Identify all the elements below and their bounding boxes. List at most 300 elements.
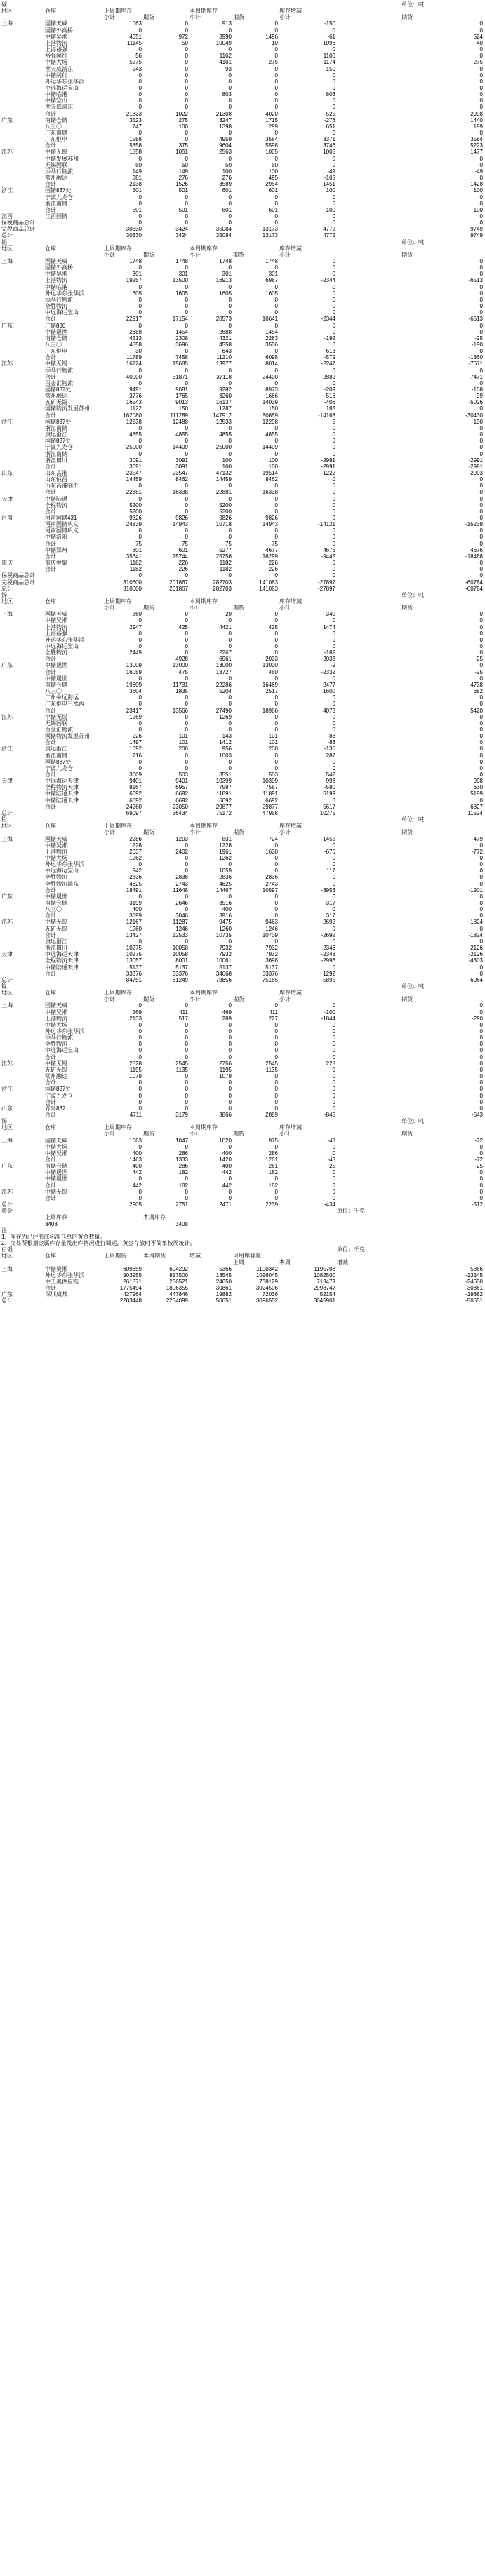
table-cell: 0 bbox=[332, 84, 335, 91]
table-cell: 本周期库存 bbox=[190, 1124, 218, 1131]
table-cell: 0 bbox=[479, 611, 483, 618]
table-cell: 100 bbox=[473, 187, 483, 194]
table-cell bbox=[104, 816, 142, 823]
table-cell bbox=[337, 887, 400, 893]
table-cell: 80859 bbox=[262, 412, 278, 419]
table-cell: 0 bbox=[274, 1105, 278, 1112]
table-cell: 19809 bbox=[126, 681, 142, 688]
table-cell: 合计 bbox=[45, 489, 56, 496]
table-cell: 0 bbox=[479, 964, 483, 971]
table-cell: 广东炬申 bbox=[45, 136, 67, 143]
table-cell bbox=[337, 527, 400, 534]
table-cell bbox=[337, 983, 400, 990]
table-cell: 1765 bbox=[175, 393, 188, 400]
table-cell: 0 bbox=[185, 194, 188, 201]
table-cell: 0 bbox=[138, 450, 142, 457]
table-cell: 0 bbox=[332, 1021, 335, 1028]
table-cell bbox=[45, 977, 102, 983]
table-cell bbox=[337, 1028, 400, 1034]
table-cell: 0 bbox=[479, 540, 483, 547]
table-cell bbox=[233, 1118, 278, 1124]
table-cell bbox=[45, 1201, 102, 1208]
table-cell bbox=[143, 1227, 188, 1234]
table-cell: 锌 bbox=[1, 591, 7, 598]
table-cell bbox=[1, 566, 44, 572]
table-cell: 381 bbox=[132, 175, 142, 182]
table-cell: 0 bbox=[479, 623, 483, 630]
table-cell: 20 bbox=[225, 611, 232, 618]
table-cell: 0 bbox=[274, 155, 278, 162]
table-cell bbox=[1, 1022, 44, 1028]
table-cell: 本周期库存 bbox=[190, 990, 218, 997]
table-row bbox=[0, 1182, 485, 1189]
table-cell: 400 bbox=[222, 1149, 232, 1156]
table-cell: 0 bbox=[185, 65, 188, 72]
table-cell: 中远海运宝山 bbox=[45, 84, 79, 91]
table-row bbox=[0, 624, 485, 630]
table-cell bbox=[1, 547, 44, 553]
table-cell: 0 bbox=[185, 155, 188, 162]
table-cell bbox=[1, 14, 44, 20]
table-cell: 0 bbox=[185, 53, 188, 60]
table-row bbox=[0, 1195, 485, 1201]
table-cell: 0 bbox=[479, 797, 483, 804]
table-cell: 0 bbox=[479, 1194, 483, 1201]
table-cell: 0 bbox=[185, 438, 188, 445]
table-row bbox=[0, 746, 485, 752]
table-cell: 0 bbox=[228, 450, 232, 457]
table-cell: 0 bbox=[332, 1169, 335, 1176]
table-cell bbox=[1, 412, 44, 419]
table-cell: 0 bbox=[479, 701, 483, 708]
table-cell: 合计 bbox=[45, 508, 56, 515]
table-cell: -2991 bbox=[468, 463, 483, 470]
table-cell bbox=[1, 451, 44, 457]
table-cell: 1748 bbox=[129, 258, 142, 264]
table-cell: -2126 bbox=[468, 951, 483, 958]
table-cell: 7932 bbox=[219, 951, 232, 958]
table-row bbox=[0, 220, 485, 226]
table-cell bbox=[1, 1073, 44, 1079]
table-row bbox=[0, 643, 485, 649]
table-cell: 增减 bbox=[337, 1259, 348, 1266]
table-cell: 锡 bbox=[1, 1118, 7, 1125]
table-cell bbox=[337, 810, 400, 816]
table-row bbox=[0, 617, 485, 623]
table-row bbox=[0, 181, 485, 187]
table-cell bbox=[1, 675, 44, 682]
table-cell bbox=[1, 617, 44, 623]
table-cell: -406 bbox=[324, 399, 335, 406]
table-cell: -340 bbox=[324, 611, 335, 618]
table-cell bbox=[337, 496, 400, 502]
table-row bbox=[0, 990, 485, 996]
table-cell: 0 bbox=[138, 495, 142, 502]
table-cell: 24650 bbox=[215, 1278, 232, 1285]
table-cell: 19514 bbox=[262, 469, 278, 476]
table-cell bbox=[1, 1221, 44, 1227]
table-cell: -150 bbox=[324, 20, 335, 27]
table-cell: 0 bbox=[185, 495, 188, 502]
table-cell: 0 bbox=[332, 842, 335, 849]
table-cell: 4558 bbox=[129, 341, 142, 348]
table-row bbox=[0, 508, 485, 515]
table-cell: 3604 bbox=[129, 688, 142, 695]
table-cell: 期货 bbox=[401, 251, 413, 258]
table-cell: 15685 bbox=[172, 360, 188, 367]
table-cell bbox=[401, 1259, 483, 1265]
table-cell: 0 bbox=[479, 1098, 483, 1105]
table-cell: 0 bbox=[332, 527, 335, 534]
table-cell: 碳 bbox=[1, 1, 7, 8]
table-cell bbox=[337, 662, 400, 668]
table-cell: 0 bbox=[332, 283, 335, 290]
table-cell bbox=[1, 906, 44, 912]
table-cell: 0 bbox=[185, 220, 188, 227]
table-cell bbox=[1, 162, 44, 168]
table-cell: 1333 bbox=[175, 1156, 188, 1163]
table-cell: 0 bbox=[479, 46, 483, 53]
table-cell: 226 bbox=[268, 566, 278, 573]
table-cell bbox=[1, 367, 44, 374]
table-cell: 0 bbox=[332, 560, 335, 567]
table-cell: 0 bbox=[185, 213, 188, 220]
table-cell: 1003 bbox=[219, 752, 232, 759]
table-row bbox=[0, 360, 485, 367]
table-cell: 总计 bbox=[1, 232, 13, 239]
table-cell: 0 bbox=[332, 501, 335, 508]
table-cell: 裕强闵行 bbox=[45, 53, 67, 60]
table-cell bbox=[1, 926, 44, 932]
table-cell bbox=[337, 682, 400, 688]
table-cell: 上海 bbox=[1, 1002, 13, 1009]
table-cell bbox=[337, 457, 400, 464]
table-cell: 8001 bbox=[175, 957, 188, 964]
table-cell: 0 bbox=[274, 868, 278, 875]
table-cell: 0 bbox=[228, 72, 232, 79]
table-cell: -2033 bbox=[321, 656, 335, 663]
table-cell: 20573 bbox=[215, 316, 232, 323]
table-cell: 仓库 bbox=[45, 598, 56, 605]
table-cell: 小计 bbox=[279, 829, 291, 836]
table-cell bbox=[337, 1131, 400, 1137]
table-cell: 3424 bbox=[175, 232, 188, 239]
table-cell: 期货 bbox=[401, 1131, 413, 1138]
table-cell: 中储吴淞 bbox=[45, 842, 67, 849]
table-cell: 0 bbox=[185, 78, 188, 85]
table-cell: 10718 bbox=[215, 521, 232, 528]
table-cell bbox=[1, 739, 44, 746]
table-row bbox=[0, 464, 485, 470]
table-cell: 22917 bbox=[126, 316, 142, 323]
table-cell: 9491 bbox=[129, 386, 142, 393]
table-cell: 3091 bbox=[175, 463, 188, 470]
table-cell bbox=[1, 91, 44, 97]
table-row bbox=[0, 117, 485, 123]
table-cell bbox=[337, 399, 400, 405]
table-cell: 0 bbox=[274, 1188, 278, 1195]
table-cell: 0 bbox=[479, 1041, 483, 1048]
table-cell: 0 bbox=[274, 46, 278, 53]
table-cell: 本周库存 bbox=[143, 1214, 166, 1221]
table-cell: 0 bbox=[479, 1047, 483, 1054]
table-cell bbox=[45, 1208, 102, 1214]
table-cell: 0 bbox=[332, 534, 335, 541]
table-cell: 8973 bbox=[265, 386, 278, 393]
table-cell bbox=[1, 912, 44, 919]
table-cell bbox=[337, 624, 400, 630]
table-cell: -3953 bbox=[321, 886, 335, 893]
table-cell: 全胜物流 bbox=[45, 1041, 67, 1048]
table-cell: 0 bbox=[479, 450, 483, 457]
table-cell: 0 bbox=[138, 1034, 142, 1041]
table-cell: 全程物流天津 bbox=[45, 784, 79, 791]
table-cell: 0 bbox=[479, 290, 483, 297]
table-cell: 0 bbox=[228, 1092, 232, 1099]
table-cell: 35641 bbox=[126, 553, 142, 560]
table-cell: 0 bbox=[228, 1079, 232, 1086]
table-cell: 广东南储 bbox=[45, 130, 67, 136]
table-cell: 全程物流 bbox=[45, 501, 67, 508]
table-row bbox=[0, 252, 485, 258]
table-cell: 7932 bbox=[265, 945, 278, 952]
table-cell: 0 bbox=[228, 303, 232, 310]
table-cell: 宁波九龙仓 bbox=[45, 194, 73, 201]
table-cell: 0 bbox=[274, 194, 278, 201]
table-cell: 0 bbox=[185, 84, 188, 91]
table-cell: 2836 bbox=[129, 874, 142, 881]
table-cell: 0 bbox=[332, 880, 335, 887]
table-cell: 期货 bbox=[233, 14, 244, 21]
table-cell: 0 bbox=[332, 1105, 335, 1112]
table-cell: 合计 bbox=[45, 1079, 56, 1086]
table-cell bbox=[1, 945, 44, 951]
table-row bbox=[0, 496, 485, 502]
table-row bbox=[0, 405, 485, 412]
table-cell: 0 bbox=[228, 1086, 232, 1093]
table-cell: 0 bbox=[138, 1098, 142, 1105]
table-cell: 1440 bbox=[470, 116, 483, 123]
table-cell: 5223 bbox=[470, 142, 483, 149]
table-cell: 75 bbox=[272, 540, 278, 547]
table-cell: -40 bbox=[474, 39, 483, 46]
table-cell bbox=[1, 59, 44, 65]
table-cell: -2247 bbox=[321, 360, 335, 367]
table-cell bbox=[233, 1234, 278, 1240]
table-cell: 国储837处 bbox=[45, 438, 72, 445]
table-cell: 0 bbox=[479, 854, 483, 861]
table-cell: 地区 bbox=[1, 990, 13, 997]
table-cell: 1135 bbox=[265, 1066, 278, 1073]
table-row bbox=[0, 1285, 485, 1291]
table-cell: -43 bbox=[327, 1156, 335, 1163]
table-cell: 100 bbox=[222, 168, 232, 175]
table-cell: 2286 bbox=[129, 835, 142, 842]
table-cell bbox=[45, 239, 102, 245]
table-row bbox=[0, 1240, 485, 1246]
table-cell bbox=[1, 727, 44, 733]
table-cell: 0 bbox=[228, 1034, 232, 1041]
table-cell bbox=[1, 431, 44, 438]
table-cell: 13057 bbox=[126, 957, 142, 964]
table-cell bbox=[143, 592, 188, 598]
table-cell bbox=[401, 1221, 483, 1227]
table-cell: 10275 bbox=[126, 951, 142, 958]
table-cell: 6098 bbox=[265, 354, 278, 361]
table-cell: 小计 bbox=[190, 1131, 201, 1138]
table-cell: 27490 bbox=[215, 707, 232, 714]
table-cell: 0 bbox=[332, 964, 335, 971]
table-cell: 0 bbox=[228, 213, 232, 220]
table-cell: 0 bbox=[138, 1021, 142, 1028]
table-cell: 4928 bbox=[175, 656, 188, 663]
table-cell: 国储天威 bbox=[45, 1137, 67, 1144]
table-cell: 4772 bbox=[323, 232, 335, 239]
table-cell bbox=[337, 66, 400, 72]
table-cell: 0 bbox=[479, 1105, 483, 1112]
table-cell: 0 bbox=[332, 893, 335, 900]
table-cell: 29877 bbox=[262, 803, 278, 810]
table-cell: 35084 bbox=[215, 226, 232, 233]
table-cell bbox=[143, 983, 188, 990]
table-cell: 1195 bbox=[219, 1066, 232, 1073]
table-cell: 52154 bbox=[319, 1291, 335, 1298]
table-cell: 2998 bbox=[470, 110, 483, 117]
table-cell bbox=[1, 797, 44, 804]
table-cell: 1558 bbox=[129, 149, 142, 156]
table-cell: 0 bbox=[228, 379, 232, 386]
table-cell: 八三〇 bbox=[45, 341, 62, 348]
table-cell: 0 bbox=[274, 572, 278, 579]
table-cell: 0 bbox=[138, 726, 142, 733]
table-cell: 7587 bbox=[219, 784, 232, 791]
table-cell: 23417 bbox=[126, 707, 142, 714]
table-cell: -1901 bbox=[468, 886, 483, 893]
table-cell: 中储吴淞 bbox=[45, 1009, 67, 1016]
table-cell bbox=[337, 1002, 400, 1009]
table-cell bbox=[143, 8, 188, 14]
table-cell: 69097 bbox=[126, 809, 142, 816]
table-cell: -49 bbox=[474, 168, 483, 175]
table-cell: 1454 bbox=[175, 328, 188, 335]
table-cell bbox=[1, 348, 44, 354]
table-cell bbox=[1, 861, 44, 868]
table-cell: 11524 bbox=[467, 809, 483, 816]
table-cell bbox=[337, 586, 400, 592]
table-cell bbox=[190, 1259, 232, 1265]
table-cell: 0 bbox=[274, 1028, 278, 1034]
table-cell: 0 bbox=[274, 508, 278, 515]
table-cell bbox=[337, 284, 400, 290]
table-row bbox=[0, 1016, 485, 1022]
table-cell: 3009 bbox=[129, 771, 142, 778]
table-cell bbox=[143, 1240, 188, 1246]
table-cell: 0 bbox=[479, 1149, 483, 1156]
table-cell bbox=[1, 175, 44, 181]
table-cell: 36434 bbox=[172, 809, 188, 816]
table-cell: 0 bbox=[138, 1086, 142, 1093]
table-row bbox=[0, 572, 485, 579]
table-cell bbox=[279, 1118, 335, 1124]
table-cell bbox=[337, 790, 400, 797]
table-cell bbox=[104, 1, 142, 8]
table-cell: 0 bbox=[332, 220, 335, 227]
table-cell: 0 bbox=[185, 630, 188, 637]
table-row bbox=[0, 714, 485, 720]
table-cell: 9401 bbox=[175, 778, 188, 785]
table-cell bbox=[233, 990, 278, 996]
table-cell: 仓库 bbox=[45, 1124, 56, 1131]
table-cell bbox=[1, 386, 44, 393]
table-cell: 2203448 bbox=[119, 1297, 142, 1304]
table-cell: 合计 bbox=[45, 373, 56, 380]
table-cell: 0 bbox=[138, 1092, 142, 1099]
table-cell: -1824 bbox=[468, 931, 483, 938]
table-cell: 0 bbox=[138, 130, 142, 136]
table-cell bbox=[1, 329, 44, 335]
table-cell bbox=[337, 765, 400, 771]
table-row bbox=[0, 771, 485, 778]
table-cell: 0 bbox=[479, 861, 483, 868]
table-cell bbox=[1, 938, 44, 945]
table-cell bbox=[337, 945, 400, 951]
table-cell bbox=[45, 810, 102, 816]
table-cell: 2954 bbox=[265, 181, 278, 188]
table-row bbox=[0, 675, 485, 682]
table-cell: 0 bbox=[332, 194, 335, 201]
table-cell: 南储仓储 bbox=[45, 900, 67, 906]
table-cell: 0 bbox=[332, 1182, 335, 1189]
table-cell: 2528 bbox=[129, 1060, 142, 1067]
table-cell: 0 bbox=[185, 501, 188, 508]
table-cell bbox=[337, 534, 400, 540]
table-cell: 0 bbox=[479, 65, 483, 72]
table-cell bbox=[1, 527, 44, 534]
table-cell: 3371 bbox=[323, 136, 335, 143]
table-cell: 0 bbox=[138, 636, 142, 643]
table-row bbox=[0, 560, 485, 566]
table-cell: 8014 bbox=[265, 360, 278, 367]
table-cell: 317 bbox=[326, 912, 335, 919]
table-cell: 11145 bbox=[126, 39, 142, 46]
table-cell bbox=[1, 855, 44, 861]
table-cell: 601 bbox=[178, 546, 188, 553]
table-cell: 0 bbox=[185, 367, 188, 374]
table-cell: 14039 bbox=[262, 399, 278, 406]
table-row bbox=[0, 553, 485, 560]
table-cell: 期货 bbox=[143, 14, 154, 21]
table-row bbox=[0, 932, 485, 938]
table-cell bbox=[337, 996, 400, 1002]
table-cell: 1775494 bbox=[119, 1285, 142, 1291]
table-row bbox=[0, 226, 485, 232]
table-cell: 0 bbox=[185, 1175, 188, 1182]
table-cell: 无锡国联 bbox=[45, 161, 67, 168]
table-cell: 4020 bbox=[265, 110, 278, 117]
table-cell: 0 bbox=[228, 643, 232, 649]
table-cell: 998 bbox=[473, 778, 483, 785]
table-cell bbox=[337, 1138, 400, 1144]
table-cell bbox=[1, 405, 44, 412]
table-cell: 4677 bbox=[265, 546, 278, 553]
table-cell bbox=[190, 983, 232, 990]
table-cell: -2344 bbox=[321, 316, 335, 323]
table-cell: 0 bbox=[274, 322, 278, 329]
table-cell: 0 bbox=[138, 1028, 142, 1034]
table-cell: 添马行物流 bbox=[45, 296, 73, 303]
table-cell: 广东炬申三水西 bbox=[45, 701, 84, 708]
table-cell: 0 bbox=[228, 322, 232, 329]
